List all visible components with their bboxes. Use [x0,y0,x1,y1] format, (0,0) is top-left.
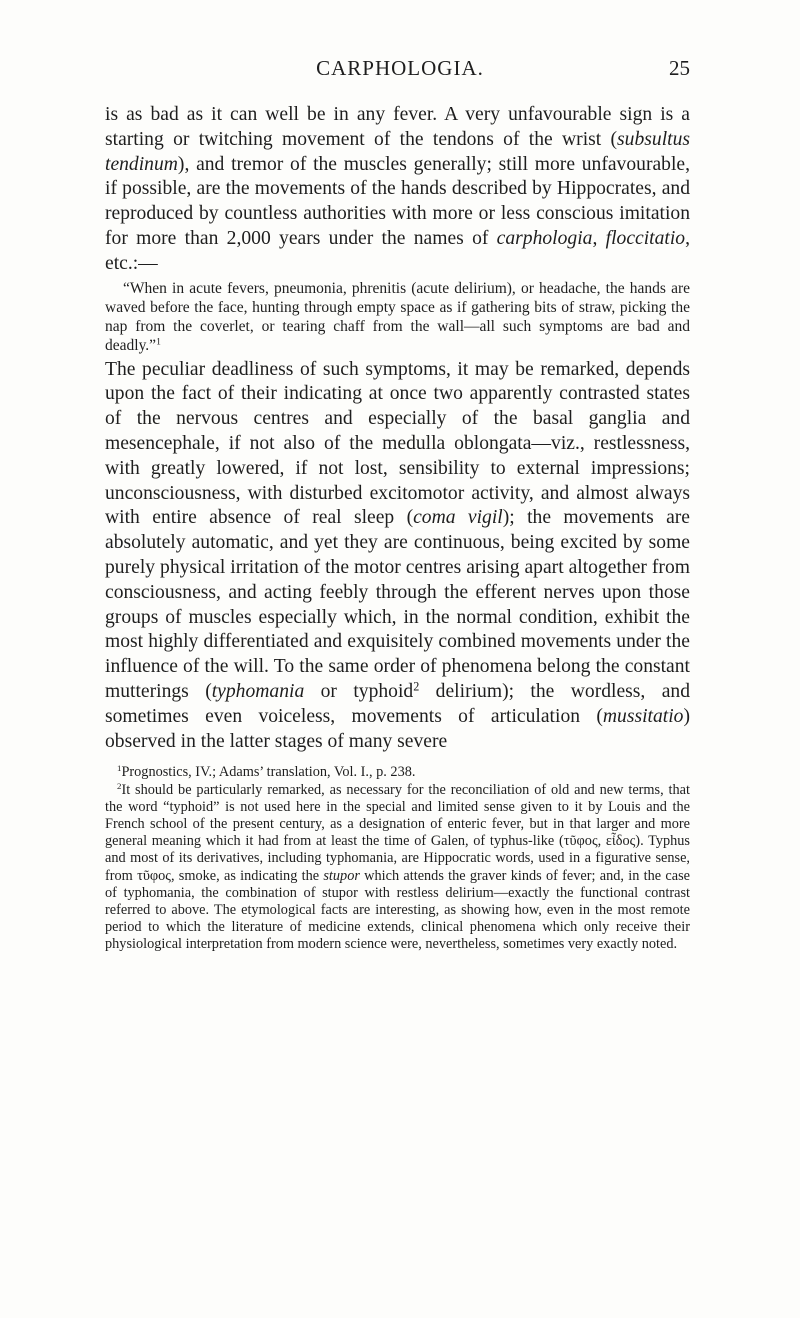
text-run: or typhoid [304,680,414,702]
text-run: ), and tremor of the muscles generally; still more unfavourable, if possible, are the movements of the hands described by Hippocrates, and reproduced by countless authorities with more or less conscious imitation for more than 2,000 years under the names of [105,153,690,249]
block-quote [105,279,690,355]
italic-term: stupor [323,867,360,884]
italic-term: typhomania [211,680,305,702]
footnote-text: Prognostics, IV.; Adams’ translation, Vol. I., p. 238. [121,764,416,781]
text-run: ); the movements are absolutely automatic, and yet they are continuous, being excited by some purely physical irritation of the motor centres arising apart altogether from consciousness, and acting feebly through the efferent nerves upon those groups of muscles especially which, in the normal condition, exhibit the most highly differentiated and exquisitely combined movements under the influence of the will. To the same order of phenomena belong the constant mutterings ( [105,507,691,702]
running-head [0,56,800,86]
text-run: delirium); the wordless, and sometimes even voiceless, movements of articulation ( [105,680,690,727]
body-text [105,103,690,954]
footnote-text: It should be particularly remarked, as necessary for the reconciliation of old and new terms, that the word “typhoid” is not used here in the special and limited sense given to it by Louis and the French school of the present century, as a designation of enteric fever, but in that larger and more general meaning which it had from at least the time of Galen, of typhus-like (τῦφος, εἶδος). Typhus and most of its derivatives, including typhomania, are Hippocratic words, used in a figurative sense, from τῦφος, smoke, as indicating the [105,781,690,884]
footnote-2 [105,782,690,954]
footnote-1 [105,764,690,781]
text-run: is as bad as it can well be in any fever. A very unfavourable sign is a starting or twitching movement of the tendons of the wrist ( [105,104,690,150]
paragraph [105,358,690,755]
page-number: 25 [669,56,690,80]
running-title: CARPHOLOGIA. [316,56,484,80]
footnote-ref: 2 [413,679,420,694]
italic-term: subsultus tendinum [105,128,690,175]
italic-term: coma vigil [413,507,503,529]
footnote-marker: 1 [117,763,122,774]
italic-term: mussitatio [602,705,684,727]
footnotes [105,764,690,953]
text-run: The peculiar deadliness of such symptoms, it may be remarked, depends upon the fact of their indicating at once two apparently contrasted states of the nervous centres and especially of the basal ganglia and mesencephale, if not also of the medulla oblongata—viz., restlessness, with greatly lowered, if not lost, sensibility to external impressions; unconsciousness, with disturbed excitomotor activity, and almost always with entire absence of real sleep ( [105,358,690,529]
footnote-text: which attends the graver kinds of fever; and, in the case of typhomania, the combination of stupor with restless delirium—exactly the functional contrast referred to above. The etymological facts are interesting, as showing how, even in the most remote period to which the literature of medicine extends, clinical phenomena which only receive their physiological interpretation from modern science were, nevertheless, sometimes very exactly noted. [105,867,690,953]
italic-term: floccitatio [605,227,686,249]
quote-text: “When in acute fevers, pneumonia, phrenitis (acute delirium), or headache, the hands are waved before the face, hunting through empty space as if gathering bits of straw, picking the nap from the coverlet, or tearing chaff from the wall—all such symptoms are bad and deadly.” [105,279,690,354]
text-run: ) observed in the latter stages of many severe [105,705,690,752]
footnote-marker: 2 [117,780,122,791]
text-run: , [592,227,606,249]
paragraph-continued [105,103,690,277]
text-run: , etc.:— [105,227,691,274]
footnote-ref: 1 [156,336,161,348]
italic-term: carphologia [496,227,593,249]
